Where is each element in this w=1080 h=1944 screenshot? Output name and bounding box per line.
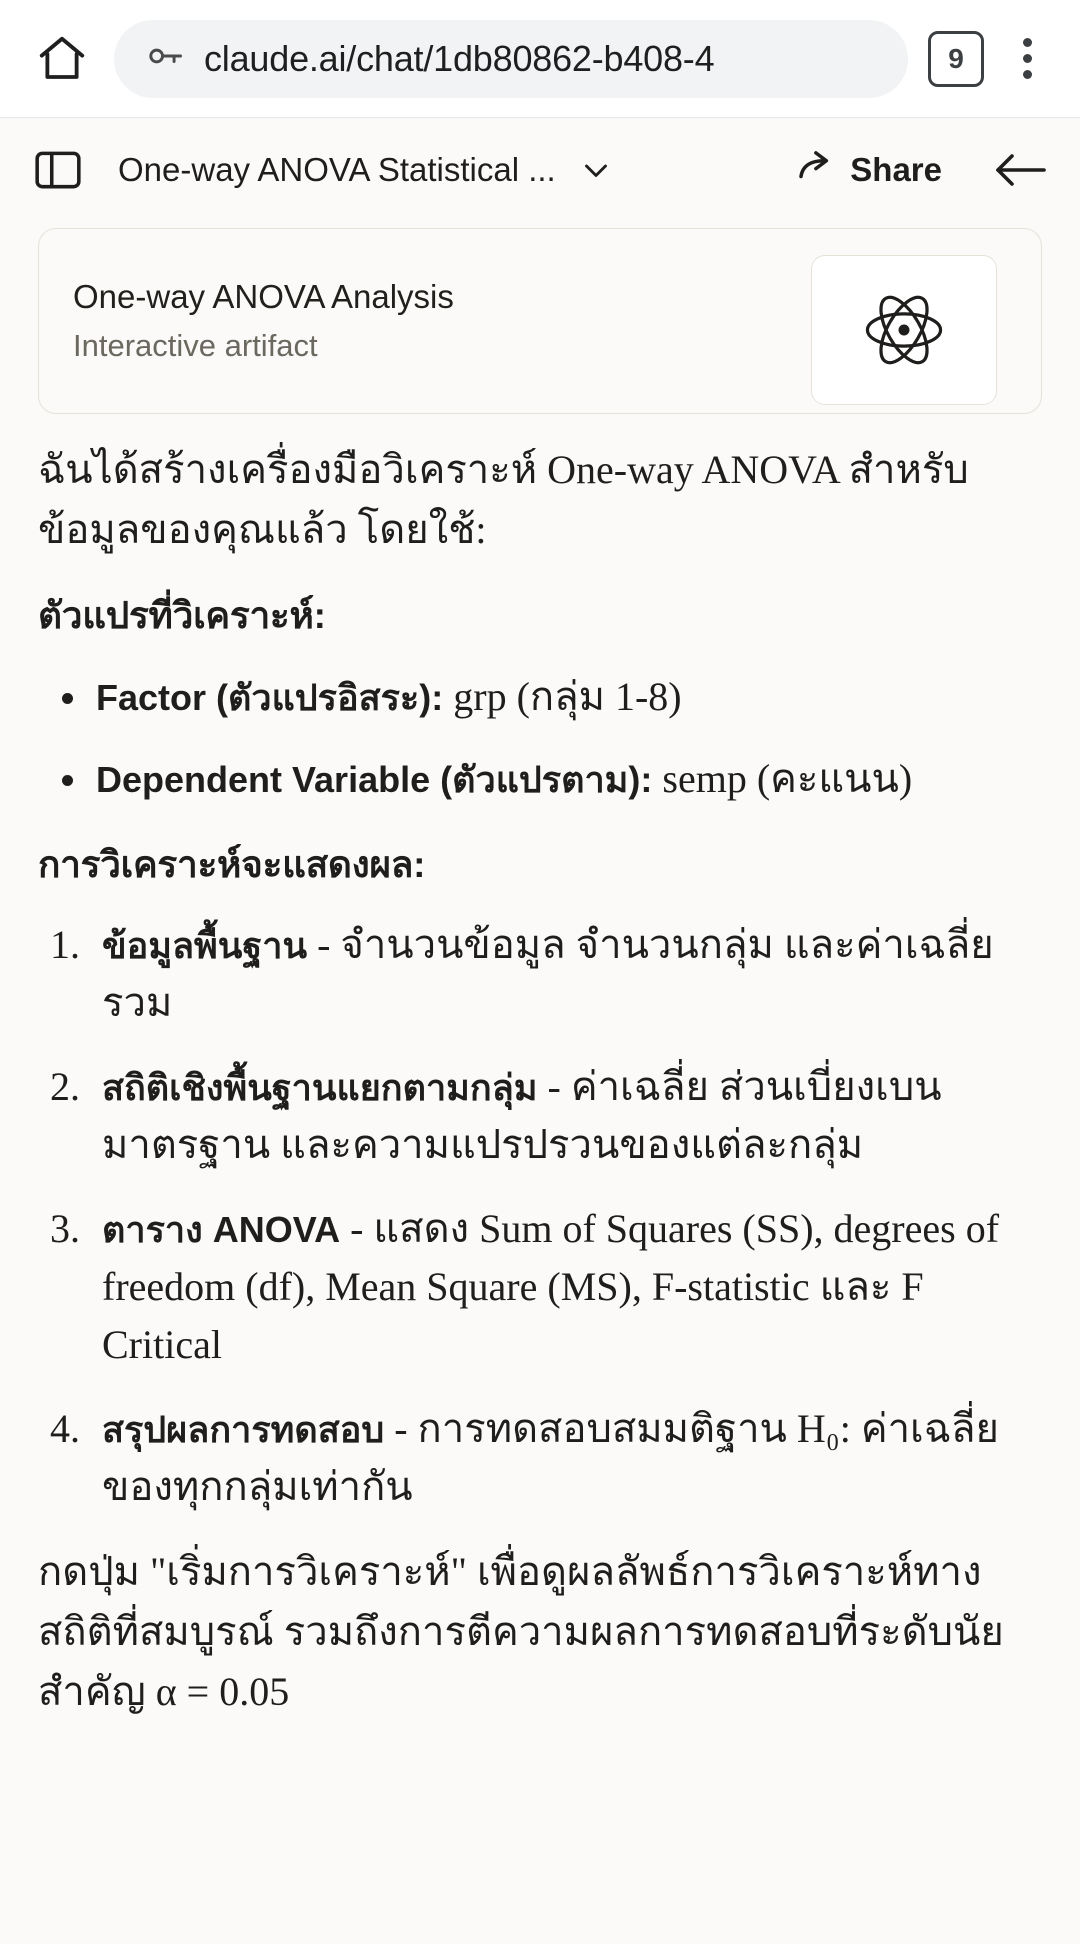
list-item bbox=[38, 667, 1042, 727]
analysis-heading: การวิเคราะห์จะแสดงผล: bbox=[38, 844, 426, 885]
conversation-content bbox=[0, 222, 1080, 1944]
chat-title[interactable]: One-way ANOVA Statistical ... bbox=[118, 151, 556, 188]
step-label: สถิติเชิงพื้นฐานแยกตามกลุ่ม bbox=[102, 1067, 538, 1108]
step-text: - จำนวนข้อมูล จำนวนกลุ่ม และค่าเฉลี่ยรวม bbox=[102, 922, 994, 1025]
step-text: - แสดง Sum of Squares (SS), degrees of freedom (df), Mean Square (MS), F-statistic และ F Critical bbox=[102, 1206, 1000, 1367]
variables-list bbox=[38, 667, 1042, 809]
list-item bbox=[38, 1058, 1042, 1174]
atom-icon[interactable] bbox=[811, 255, 997, 405]
variables-heading: ตัวแปรที่วิเคราะห์: bbox=[38, 595, 326, 636]
variable-label: Dependent Variable (ตัวแปรตาม): bbox=[96, 759, 653, 800]
home-icon[interactable] bbox=[24, 21, 100, 97]
tab-counter-button[interactable] bbox=[928, 31, 984, 87]
variable-label: Factor (ตัวแปรอิสระ): bbox=[96, 677, 444, 718]
artifact-subtitle: Interactive artifact bbox=[73, 328, 318, 363]
artifact-text bbox=[73, 278, 454, 364]
step-text: - การทดสอบสมมติฐาน H₀: ค่าเฉลี่ยของทุกกลุ่มเท่ากัน bbox=[102, 1406, 999, 1509]
address-bar[interactable] bbox=[114, 20, 908, 98]
variable-text: semp (คะแนน) bbox=[652, 756, 913, 801]
step-text: - ค่าเฉลี่ย ส่วนเบี่ยงเบนมาตรฐาน และความแปรปรวนของแต่ละกลุ่ม bbox=[102, 1064, 942, 1167]
site-settings-icon[interactable] bbox=[142, 34, 186, 83]
step-label: ตาราง ANOVA bbox=[102, 1209, 341, 1250]
app-header bbox=[0, 118, 1080, 222]
list-item bbox=[38, 749, 1042, 809]
share-arrow-icon bbox=[794, 145, 836, 195]
side-panel-icon[interactable] bbox=[30, 142, 86, 198]
artifact-title: One-way ANOVA Analysis bbox=[73, 278, 454, 315]
url-text: claude.ai/chat/1db80862-b408-4 bbox=[204, 37, 715, 79]
step-label: ข้อมูลพื้นฐาน bbox=[102, 925, 308, 966]
share-label: Share bbox=[850, 151, 942, 188]
analysis-steps-list bbox=[38, 916, 1042, 1516]
chevron-down-icon[interactable] bbox=[576, 150, 616, 190]
assistant-message bbox=[38, 414, 1042, 1722]
message-intro: ฉันได้สร้างเครื่องมือวิเคราะห์ One-way ANOVA สำหรับข้อมูลของคุณแล้ว โดยใช้: bbox=[38, 447, 969, 552]
share-button[interactable] bbox=[794, 145, 942, 195]
kebab-menu-icon[interactable] bbox=[998, 21, 1056, 97]
artifact-card[interactable] bbox=[38, 228, 1042, 414]
variable-text: grp (กลุ่ม 1-8) bbox=[443, 674, 682, 719]
back-arrow-icon[interactable] bbox=[990, 140, 1050, 200]
list-item bbox=[38, 1200, 1042, 1374]
tab-count-label: 9 bbox=[948, 42, 964, 74]
message-outro: กดปุ่ม "เริ่มการวิเคราะห์" เพื่อดูผลลัพธ์การวิเคราะห์ทางสถิติที่สมบูรณ์ รวมถึงการตีความผลการทดสอบที่ระดับนัยสำคัญ α = 0.05 bbox=[38, 1549, 1004, 1714]
list-item bbox=[38, 916, 1042, 1032]
browser-toolbar bbox=[0, 0, 1080, 118]
step-label: สรุปผลการทดสอบ bbox=[102, 1409, 385, 1450]
list-item bbox=[38, 1400, 1042, 1516]
